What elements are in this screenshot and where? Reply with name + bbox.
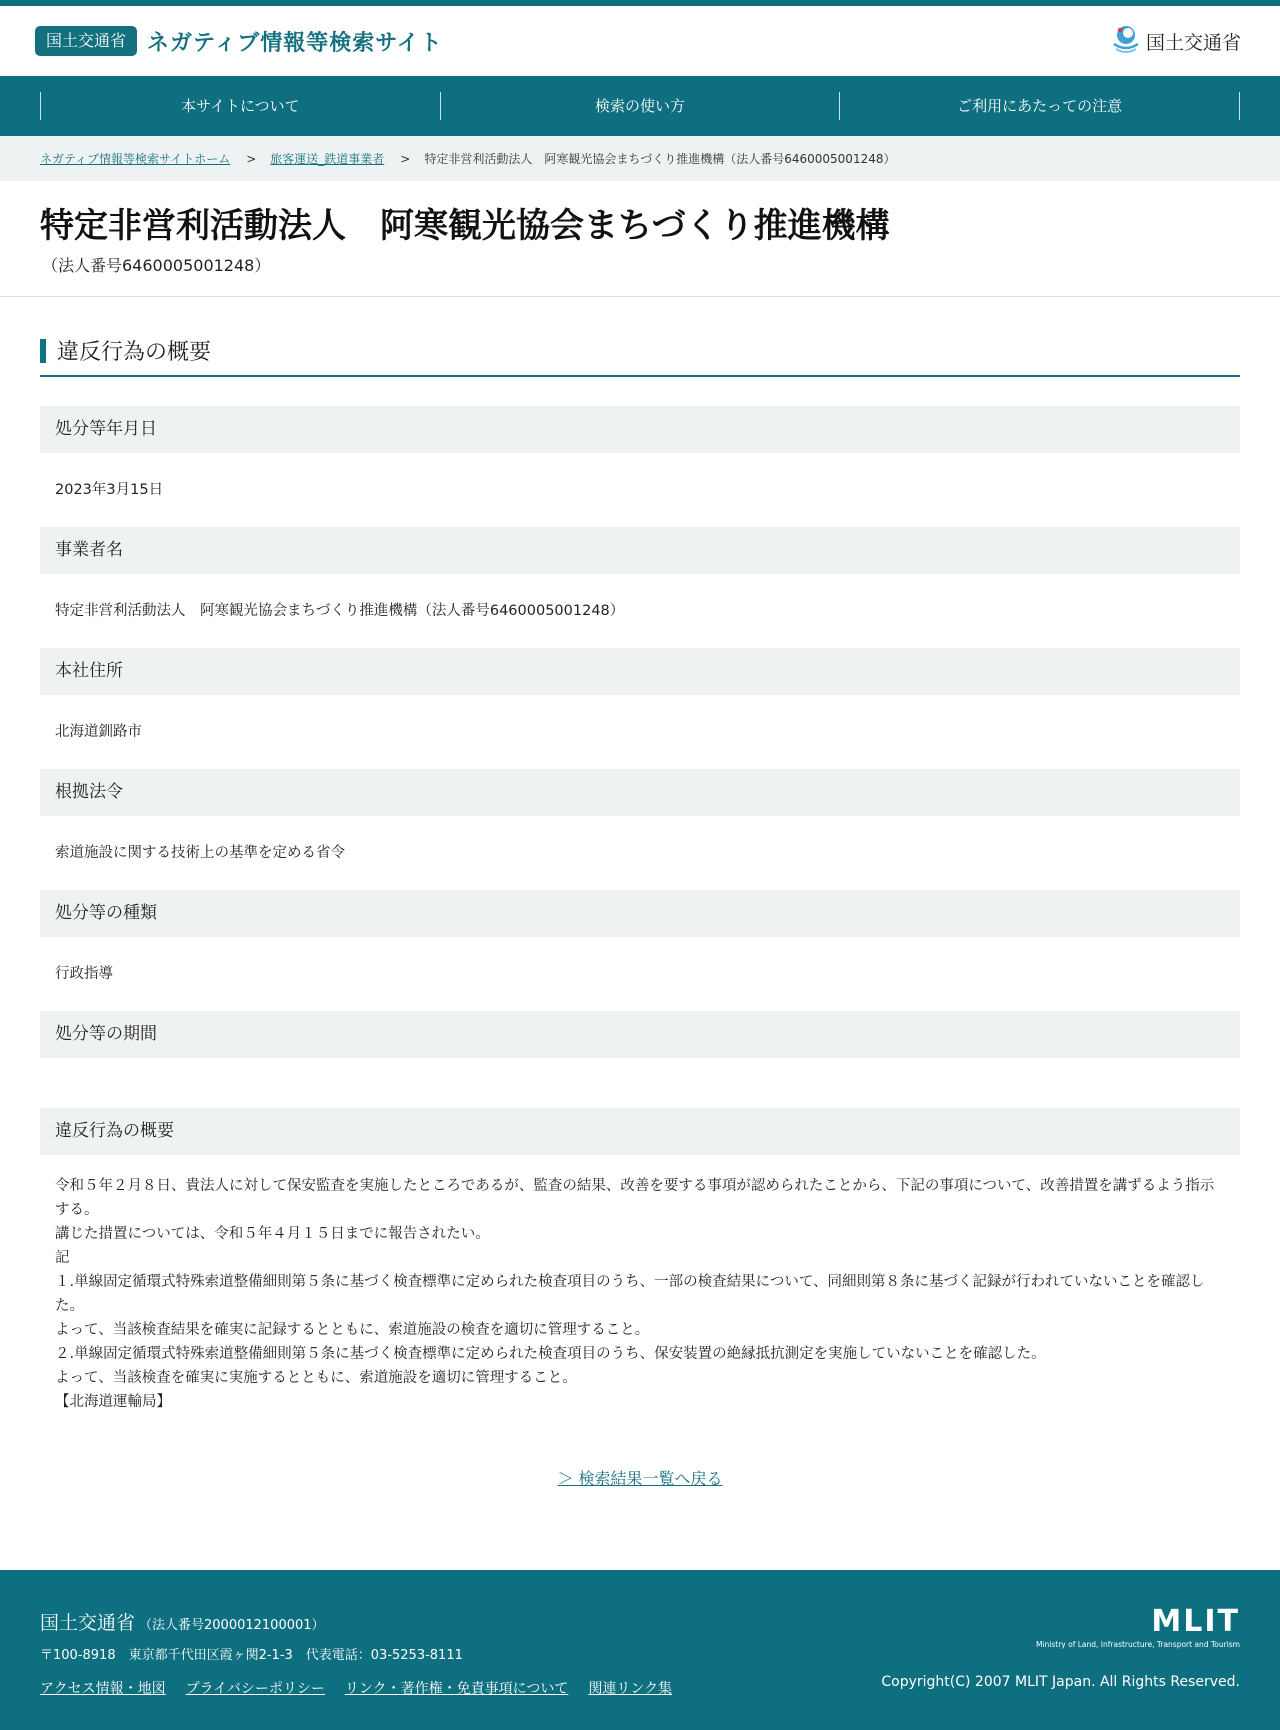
site-brand[interactable] bbox=[35, 26, 443, 57]
back-to-results-link[interactable]: ＞ 検索結果一覧へ戻る bbox=[557, 1469, 723, 1488]
field-label-date: 処分等年月日 bbox=[40, 406, 1240, 453]
footer-info bbox=[40, 1608, 672, 1698]
field-value-type: 行政指導 bbox=[55, 966, 113, 982]
breadcrumb-current: 特定非営利活動法人 阿寒観光協会まちづくり推進機構（法人番号6460005001248） bbox=[424, 152, 896, 166]
main-nav bbox=[0, 76, 1280, 136]
summary-line: よって、当該検査結果を確実に記録するとともに、索道施設の検査を適切に管理すること。 bbox=[55, 1322, 650, 1338]
ministry-emblem-icon bbox=[1112, 24, 1140, 58]
nav-item-about[interactable]: 本サイトについて bbox=[40, 92, 440, 120]
footer-org: 国土交通省 bbox=[40, 1612, 136, 1634]
summary-line: よって、当該検査を確実に実施するとともに、索道施設を適切に管理すること。 bbox=[55, 1370, 577, 1386]
page-title-block bbox=[0, 181, 1280, 297]
summary-line: 記 bbox=[55, 1250, 70, 1266]
field-value-address: 北海道釧路市 bbox=[55, 724, 142, 740]
mlit-logo-word: MLIT bbox=[1151, 1604, 1240, 1639]
footer-corp-number: （法人番号2000012100001） bbox=[139, 1618, 325, 1633]
footer-link-copyright[interactable]: リンク・著作権・免責事項について bbox=[344, 1681, 569, 1697]
section-heading-bar bbox=[40, 339, 46, 363]
field-label-period: 処分等の期間 bbox=[40, 1011, 1240, 1058]
breadcrumb bbox=[0, 136, 1280, 181]
nav-item-how-to-search[interactable]: 検索の使い方 bbox=[440, 92, 840, 120]
ministry-badge: 国土交通省 bbox=[35, 26, 137, 56]
field-label-address: 本社住所 bbox=[40, 648, 1240, 695]
field-value-law: 索道施設に関する技術上の基準を定める省令 bbox=[55, 845, 345, 861]
mlit-logo-tagline: Ministry of Land, Infrastructure, Transport and Tourism bbox=[1035, 1640, 1240, 1649]
field-label-type: 処分等の種類 bbox=[40, 890, 1240, 937]
footer-address: 〒100-8918 東京都千代田区霞ヶ関2-1-3 代表電話：03-5253-8111 bbox=[40, 1648, 463, 1663]
page-subtitle: （法人番号6460005001248） bbox=[42, 256, 271, 275]
summary-line: １.単線固定循環式特殊索道整備細則第５条に基づく検査標準に定められた検査項目のうち、一部の検査結果について、同細則第８条に基づく記録が行われていないことを確認した。 bbox=[55, 1274, 1205, 1314]
copyright: Copyright(C) 2007 MLIT Japan. All Rights Reserved. bbox=[881, 1674, 1240, 1690]
field-label-law: 根拠法令 bbox=[40, 769, 1240, 816]
footer-link-related[interactable]: 関連リンク集 bbox=[588, 1681, 673, 1697]
site-header bbox=[0, 6, 1280, 76]
ministry-logo-text: 国土交通省 bbox=[1145, 31, 1241, 54]
site-name[interactable]: ネガティブ情報等検索サイト bbox=[147, 30, 443, 56]
field-value-date: 2023年3月15日 bbox=[55, 482, 164, 498]
back-link-wrap bbox=[40, 1466, 1240, 1489]
summary-line: ２.単線固定循環式特殊索道整備細則第５条に基づく検査標準に定められた検査項目のうち、保安装置の絶縁抵抗測定を実施していないことを確認した。 bbox=[55, 1346, 1046, 1362]
field-value-company: 特定非営利活動法人 阿寒観光協会まちづくり推進機構（法人番号6460005001248） bbox=[55, 603, 625, 619]
section-heading bbox=[40, 335, 1240, 377]
nav-item-notes[interactable]: ご利用にあたっての注意 bbox=[839, 92, 1240, 120]
footer-links bbox=[40, 1678, 672, 1698]
summary-line: 【北海道運輸局】 bbox=[55, 1394, 171, 1410]
field-value-period bbox=[40, 1058, 1240, 1108]
site-footer bbox=[0, 1570, 1280, 1730]
footer-link-privacy[interactable]: プライバシーポリシー bbox=[185, 1681, 325, 1697]
footer-org-line bbox=[40, 1608, 672, 1635]
breadcrumb-category-link[interactable]: 旅客運送_鉄道事業者 bbox=[270, 152, 385, 166]
breadcrumb-home-link[interactable]: ネガティブ情報等検索サイトホーム bbox=[40, 152, 231, 166]
breadcrumb-separator: > bbox=[400, 151, 411, 166]
summary-line: 講じた措置については、令和５年４月１５日までに報告されたい。 bbox=[55, 1226, 490, 1242]
breadcrumb-separator: > bbox=[246, 151, 257, 166]
summary-line: 令和５年２月８日、貴法人に対して保安監査を実施したところであるが、監査の結果、改善を要する事項が認められたことから、下記の事項について、改善措置を講ずるよう指示する。 bbox=[55, 1178, 1215, 1218]
page-title: 特定非営利活動法人 阿寒観光協会まちづくり推進機構 bbox=[40, 206, 890, 246]
summary-body bbox=[40, 1155, 1240, 1414]
field-label-company: 事業者名 bbox=[40, 527, 1240, 574]
footer-link-access[interactable]: アクセス情報・地図 bbox=[40, 1681, 166, 1697]
section-heading-text: 違反行為の概要 bbox=[57, 340, 212, 365]
main-content bbox=[0, 297, 1280, 1489]
ministry-logo[interactable] bbox=[1112, 24, 1241, 58]
field-label-summary: 違反行為の概要 bbox=[40, 1108, 1240, 1155]
